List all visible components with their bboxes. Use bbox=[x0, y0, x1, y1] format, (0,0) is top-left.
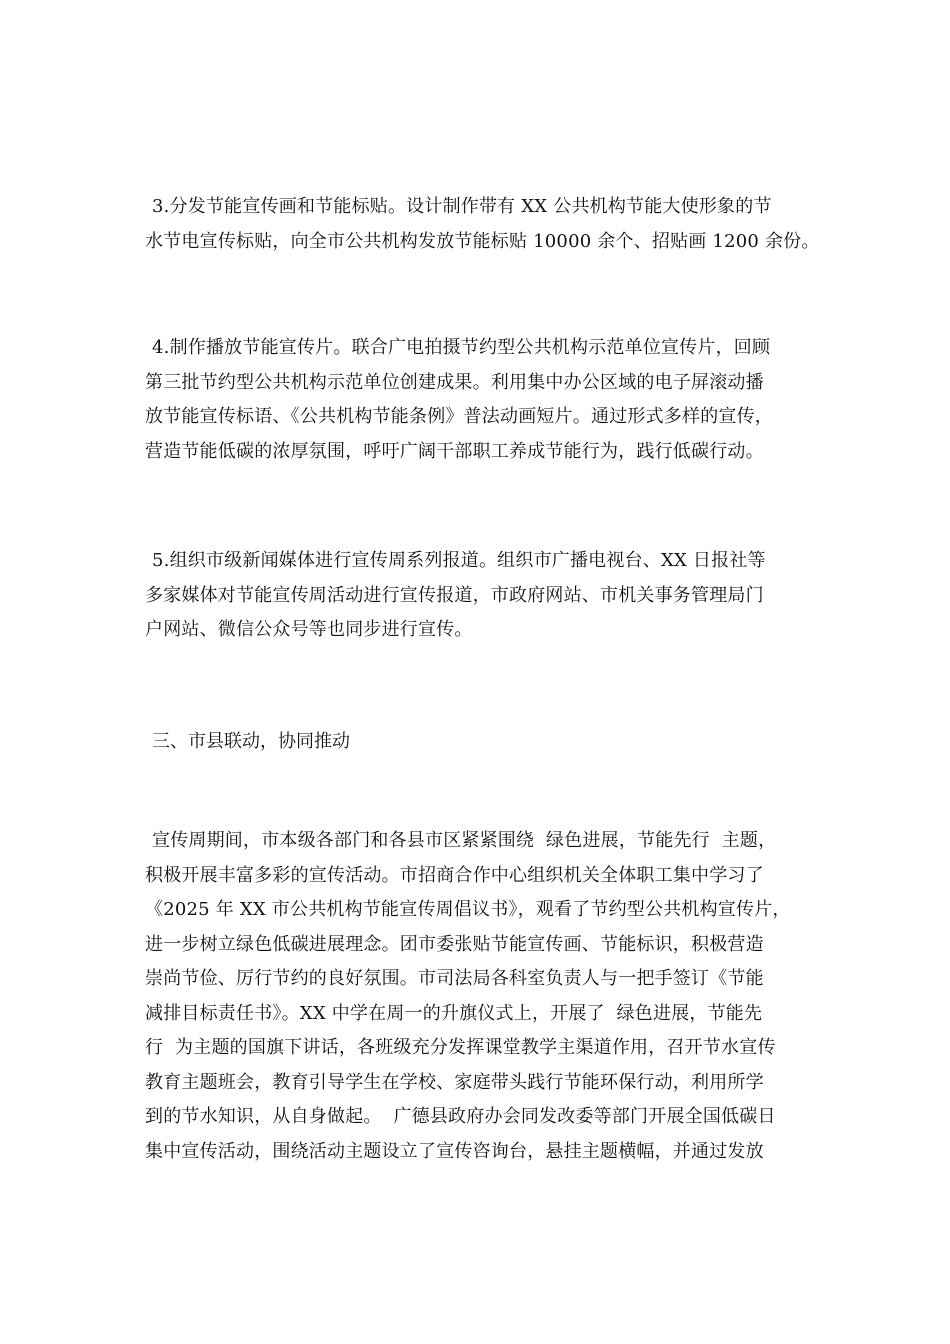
text-line: 放节能宣传标语、《公共机构节能条例》普法动画短片。通过形式多样的宣传， bbox=[145, 406, 773, 427]
paragraph-body bbox=[145, 824, 825, 1169]
text-line: 进一步树立绿色低碳进展理念。团市委张贴节能宣传画、节能标识，积极营造 bbox=[145, 933, 764, 955]
paragraph-item-4 bbox=[145, 331, 825, 469]
text-line: 营造节能低碳的浓厚氛围，呼吁广阔干部职工养成节能行为，践行低碳行动。 bbox=[145, 440, 764, 462]
text-line: 第三批节约型公共机构示范单位创建成果。利用集中办公区域的电子屏滚动播 bbox=[145, 371, 764, 393]
text-line: 5.组织市级新闻媒体进行宣传周系列报道。组织市广播电视台、XX 日报社等 bbox=[152, 550, 766, 571]
text-line: 多家媒体对节能宣传周活动进行宣传报道，市政府网站、市机关事务管理局门 bbox=[145, 584, 764, 606]
text-line: 集中宣传活动，围绕活动主题设立了宣传咨询台，悬挂主题横幅，并通过发放 bbox=[145, 1140, 764, 1162]
text-line: 3.分发节能宣传画和节能标贴。设计制作带有 XX 公共机构节能大使形象的节 bbox=[152, 196, 772, 217]
text-line: 教育主题班会，教育引导学生在学校、家庭带头践行节能环保行动，利用所学 bbox=[145, 1071, 764, 1093]
text-line: 水节电宣传标贴，向全市公共机构发放节能标贴 10000 余个、招贴画 1200 余份。 bbox=[145, 230, 820, 252]
text-line: 积极开展丰富多彩的宣传活动。市招商合作中心组织机关全体职工集中学习了 bbox=[145, 864, 764, 886]
text-line: 行 为主题的国旗下讲话，各班级充分发挥课堂教学主渠道作用，召开节水宣传 bbox=[145, 1037, 776, 1058]
text-line: 户网站、微信公众号等也同步进行宣传。 bbox=[145, 619, 473, 640]
text-line: 到的节水知识，从自身做起。 广德县政府办会同发改委等部门开展全国低碳日 bbox=[145, 1106, 776, 1127]
text-line: 宣传周期间，市本级各部门和各县市区紧紧围绕 绿色进展，节能先行 主题， bbox=[152, 830, 777, 851]
text-line: 减排目标责任书》。XX 中学在周一的升旗仪式上，开展了 绿色进展，节能先 bbox=[145, 1002, 763, 1024]
section-heading: 三、市县联动，协同推动 bbox=[152, 731, 350, 752]
text-line: 崇尚节俭、厉行节约的良好氛围。市司法局各科室负责人与一把手签订《节能 bbox=[145, 968, 764, 989]
text-line: 4.制作播放节能宣传片。联合广电拍摄节约型公共机构示范单位宣传片，回顾 bbox=[152, 337, 771, 358]
paragraph-item-5 bbox=[145, 544, 825, 648]
paragraph-item-3 bbox=[145, 190, 825, 259]
text-line: 《2025 年 XX 市公共机构节能宣传周倡议书》，观看了节约型公共机构宣传片， bbox=[145, 899, 791, 920]
